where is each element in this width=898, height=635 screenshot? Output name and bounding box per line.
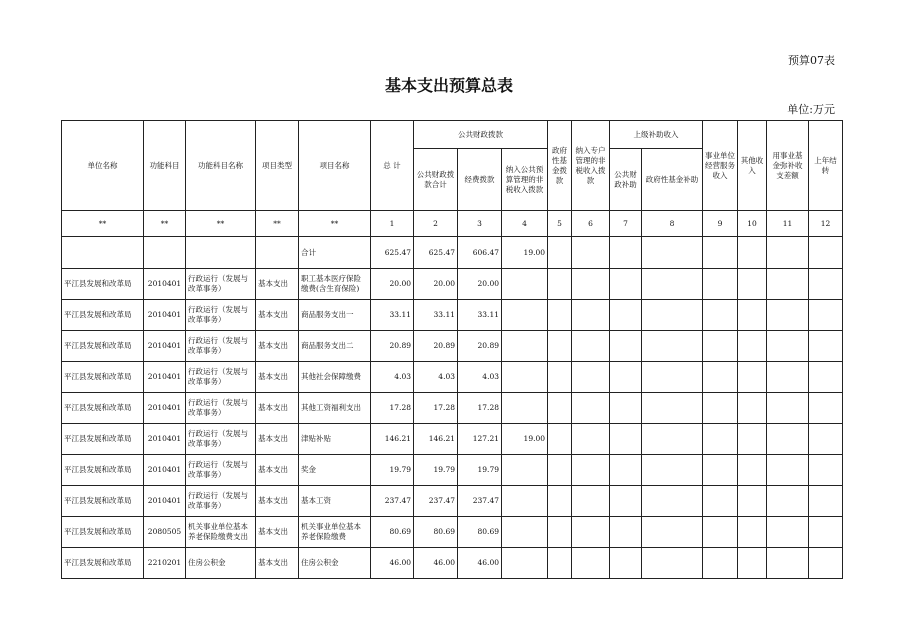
cell-func-name: 行政运行（发展与改革事务）	[186, 486, 256, 517]
cell-empty	[572, 269, 610, 300]
cell-empty	[738, 424, 767, 455]
cell-nontax-in	[502, 548, 548, 579]
column-number: 6	[572, 211, 610, 237]
cell-empty	[572, 548, 610, 579]
cell-empty	[548, 393, 572, 424]
cell-empty	[703, 455, 738, 486]
cell-empty	[738, 362, 767, 393]
cell-total: 4.03	[371, 362, 414, 393]
cell-empty	[703, 548, 738, 579]
cell-item-name: 住房公积金	[299, 548, 371, 579]
cell-nontax-in	[502, 331, 548, 362]
cell-expense: 237.47	[458, 486, 502, 517]
cell-empty	[548, 455, 572, 486]
cell-empty	[610, 455, 642, 486]
cell-func-name: 行政运行（发展与改革事务）	[186, 424, 256, 455]
cell-total: 237.47	[371, 486, 414, 517]
cell-empty	[703, 362, 738, 393]
cell-empty	[642, 300, 703, 331]
table-row	[62, 517, 843, 548]
cell-unit: 平江县发展和改革局	[62, 269, 144, 300]
cell-item-name: 机关事业单位基本养老保险缴费	[299, 517, 371, 548]
table-row	[62, 331, 843, 362]
cell-empty	[548, 362, 572, 393]
cell-unit: 平江县发展和改革局	[62, 331, 144, 362]
cell-item-type: 基本支出	[256, 548, 299, 579]
cell-unit: 平江县发展和改革局	[62, 393, 144, 424]
column-number: **	[299, 211, 371, 237]
cell-func-name: 行政运行（发展与改革事务）	[186, 362, 256, 393]
cell-empty	[738, 331, 767, 362]
cell-func-name: 行政运行（发展与改革事务）	[186, 455, 256, 486]
cell-nontax-in	[502, 393, 548, 424]
cell-total: 146.21	[371, 424, 414, 455]
col-upper-group: 上级补助收入	[610, 121, 703, 149]
cell-empty	[809, 300, 843, 331]
cell-public-total: 80.69	[414, 517, 458, 548]
col-balance: 用事业基金弥补收支差额	[767, 121, 809, 211]
cell-item-type: 基本支出	[256, 517, 299, 548]
cell-empty	[767, 517, 809, 548]
cell-func-code: 2080505	[144, 517, 186, 548]
cell-public-total: 46.00	[414, 548, 458, 579]
cell-unit: 平江县发展和改革局	[62, 517, 144, 548]
col-unit-name: 单位名称	[62, 121, 144, 211]
cell-empty	[738, 517, 767, 548]
col-other: 其他收入	[738, 121, 767, 211]
column-number: 3	[458, 211, 502, 237]
col-gov-fund: 政府性基金拨款	[548, 121, 572, 211]
cell-nontax-in	[502, 362, 548, 393]
cell-empty	[610, 517, 642, 548]
cell-empty	[548, 517, 572, 548]
cell-nontax-in	[502, 455, 548, 486]
column-number: 7	[610, 211, 642, 237]
cell-func-name: 行政运行（发展与改革事务）	[186, 300, 256, 331]
column-number: **	[256, 211, 299, 237]
col-total: 总 计	[371, 121, 414, 211]
column-number: **	[186, 211, 256, 237]
cell-unit: 平江县发展和改革局	[62, 362, 144, 393]
cell-empty	[548, 300, 572, 331]
cell-empty	[642, 393, 703, 424]
cell-empty	[642, 517, 703, 548]
col-upper-gov: 政府性基金补助	[642, 149, 703, 211]
cell-item-name: 商品服务支出二	[299, 331, 371, 362]
cell-empty	[809, 269, 843, 300]
cell-empty	[703, 269, 738, 300]
cell-public-total: 17.28	[414, 393, 458, 424]
cell-empty	[610, 424, 642, 455]
cell-empty	[767, 455, 809, 486]
cell-unit: 平江县发展和改革局	[62, 300, 144, 331]
cell-nontax-in	[502, 269, 548, 300]
col-expense: 经费拨款	[458, 149, 502, 211]
table-row	[62, 269, 843, 300]
cell-empty	[642, 486, 703, 517]
cell-empty	[767, 548, 809, 579]
cell-empty	[767, 300, 809, 331]
cell-empty	[767, 424, 809, 455]
cell-func-name: 行政运行（发展与改革事务）	[186, 269, 256, 300]
cell-empty	[703, 517, 738, 548]
column-number-row	[62, 211, 843, 237]
col-upper-public: 公共财政补助	[610, 149, 642, 211]
cell-func-code: 2210201	[144, 548, 186, 579]
cell-empty	[548, 424, 572, 455]
cell-empty	[738, 300, 767, 331]
col-public-total: 公共财政拨款合计	[414, 149, 458, 211]
cell-item-name: 津贴补贴	[299, 424, 371, 455]
cell-empty	[809, 362, 843, 393]
cell-empty	[738, 486, 767, 517]
cell-item-type: 基本支出	[256, 486, 299, 517]
cell-empty	[767, 486, 809, 517]
cell-item-type: 基本支出	[256, 300, 299, 331]
cell-empty	[809, 455, 843, 486]
table-row	[62, 486, 843, 517]
column-number: 1	[371, 211, 414, 237]
cell-empty	[572, 424, 610, 455]
cell-empty	[809, 517, 843, 548]
cell-empty	[610, 331, 642, 362]
cell-empty	[703, 486, 738, 517]
cell-empty	[767, 269, 809, 300]
cell-empty	[572, 455, 610, 486]
cell-nontax-in	[502, 486, 548, 517]
cell-func-name: 机关事业单位基本养老保险缴费支出	[186, 517, 256, 548]
cell-empty	[809, 486, 843, 517]
column-number: **	[144, 211, 186, 237]
cell-item-name: 奖金	[299, 455, 371, 486]
column-number: 5	[548, 211, 572, 237]
table-row	[62, 393, 843, 424]
cell-func-name: 行政运行（发展与改革事务）	[186, 393, 256, 424]
cell-empty	[610, 486, 642, 517]
cell-func-code: 2010401	[144, 300, 186, 331]
cell-total: 33.11	[371, 300, 414, 331]
cell-empty	[548, 331, 572, 362]
cell-nontax-in	[502, 517, 548, 548]
cell-empty	[767, 331, 809, 362]
cell-public-total: 237.47	[414, 486, 458, 517]
cell-item-type: 基本支出	[256, 362, 299, 393]
cell-expense: 20.00	[458, 269, 502, 300]
cell-item-name: 其他社会保障缴费	[299, 362, 371, 393]
cell-empty	[642, 424, 703, 455]
cell-empty	[610, 300, 642, 331]
col-func-name: 功能科目名称	[186, 121, 256, 211]
cell-item-type: 基本支出	[256, 455, 299, 486]
cell-expense: 33.11	[458, 300, 502, 331]
cell-total: 17.28	[371, 393, 414, 424]
cell-func-name: 住房公积金	[186, 548, 256, 579]
cell-empty	[809, 393, 843, 424]
cell-func-name: 行政运行（发展与改革事务）	[186, 331, 256, 362]
cell-empty	[610, 393, 642, 424]
cell-empty	[809, 331, 843, 362]
col-special-nontax: 纳入专户管理的非税收入拨款	[572, 121, 610, 211]
column-number: 10	[738, 211, 767, 237]
cell-unit: 平江县发展和改革局	[62, 455, 144, 486]
table-row	[62, 548, 843, 579]
cell-empty	[642, 269, 703, 300]
cell-total: 80.69	[371, 517, 414, 548]
total-nontax: 19.00	[502, 237, 548, 269]
budget-table	[61, 120, 843, 579]
cell-item-name: 职工基本医疗保险缴费(含生育保险)	[299, 269, 371, 300]
column-number: 2	[414, 211, 458, 237]
cell-nontax-in: 19.00	[502, 424, 548, 455]
cell-empty	[809, 548, 843, 579]
cell-empty	[572, 362, 610, 393]
cell-empty	[548, 486, 572, 517]
table-row	[62, 424, 843, 455]
col-business: 事业单位经营服务收入	[703, 121, 738, 211]
unit-label: 单位:万元	[787, 103, 835, 116]
cell-public-total: 20.89	[414, 331, 458, 362]
column-number: **	[62, 211, 144, 237]
col-nontax-in: 纳入公共预算管理的非税收入拨款	[502, 149, 548, 211]
cell-item-type: 基本支出	[256, 393, 299, 424]
cell-item-name: 其他工资福利支出	[299, 393, 371, 424]
cell-empty	[642, 455, 703, 486]
cell-empty	[572, 331, 610, 362]
table-code: 预算07表	[788, 54, 835, 67]
cell-empty	[738, 455, 767, 486]
table-row	[62, 300, 843, 331]
cell-empty	[767, 362, 809, 393]
total-public: 625.47	[414, 237, 458, 269]
cell-empty	[738, 548, 767, 579]
cell-func-code: 2010401	[144, 393, 186, 424]
cell-public-total: 19.79	[414, 455, 458, 486]
cell-expense: 4.03	[458, 362, 502, 393]
cell-empty	[738, 269, 767, 300]
col-item-type: 项目类型	[256, 121, 299, 211]
cell-expense: 20.89	[458, 331, 502, 362]
cell-empty	[809, 424, 843, 455]
cell-total: 20.89	[371, 331, 414, 362]
total-row	[62, 237, 843, 269]
col-public-group: 公共财政拨款	[414, 121, 548, 149]
cell-empty	[610, 548, 642, 579]
cell-expense: 80.69	[458, 517, 502, 548]
total-value: 625.47	[371, 237, 414, 269]
cell-empty	[642, 331, 703, 362]
col-func-code: 功能科目	[144, 121, 186, 211]
cell-empty	[738, 393, 767, 424]
cell-func-code: 2010401	[144, 269, 186, 300]
total-label: 合计	[299, 237, 371, 269]
cell-item-name: 商品服务支出一	[299, 300, 371, 331]
cell-total: 46.00	[371, 548, 414, 579]
cell-item-type: 基本支出	[256, 331, 299, 362]
cell-public-total: 146.21	[414, 424, 458, 455]
page-title: 基本支出预算总表	[384, 76, 513, 95]
cell-nontax-in	[502, 300, 548, 331]
cell-empty	[572, 393, 610, 424]
table-row	[62, 455, 843, 486]
cell-public-total: 33.11	[414, 300, 458, 331]
cell-empty	[610, 362, 642, 393]
cell-public-total: 4.03	[414, 362, 458, 393]
column-number: 8	[642, 211, 703, 237]
cell-func-code: 2010401	[144, 455, 186, 486]
column-number: 4	[502, 211, 548, 237]
cell-unit: 平江县发展和改革局	[62, 548, 144, 579]
cell-empty	[610, 269, 642, 300]
cell-expense: 46.00	[458, 548, 502, 579]
cell-empty	[767, 393, 809, 424]
cell-expense: 17.28	[458, 393, 502, 424]
cell-empty	[703, 424, 738, 455]
cell-empty	[572, 486, 610, 517]
cell-empty	[572, 300, 610, 331]
cell-unit: 平江县发展和改革局	[62, 486, 144, 517]
cell-public-total: 20.00	[414, 269, 458, 300]
cell-empty	[642, 362, 703, 393]
cell-empty	[548, 548, 572, 579]
table-row	[62, 362, 843, 393]
cell-total: 20.00	[371, 269, 414, 300]
column-number: 11	[767, 211, 809, 237]
cell-func-code: 2010401	[144, 486, 186, 517]
cell-empty	[548, 269, 572, 300]
cell-empty	[703, 300, 738, 331]
column-number: 12	[809, 211, 843, 237]
cell-expense: 127.21	[458, 424, 502, 455]
total-expense: 606.47	[458, 237, 502, 269]
cell-expense: 19.79	[458, 455, 502, 486]
cell-empty	[642, 548, 703, 579]
col-carryover: 上年结转	[809, 121, 843, 211]
cell-func-code: 2010401	[144, 424, 186, 455]
cell-unit: 平江县发展和改革局	[62, 424, 144, 455]
column-number: 9	[703, 211, 738, 237]
cell-item-type: 基本支出	[256, 424, 299, 455]
cell-empty	[572, 517, 610, 548]
col-item-name: 项目名称	[299, 121, 371, 211]
cell-item-name: 基本工资	[299, 486, 371, 517]
cell-item-type: 基本支出	[256, 269, 299, 300]
cell-total: 19.79	[371, 455, 414, 486]
cell-empty	[703, 393, 738, 424]
cell-func-code: 2010401	[144, 362, 186, 393]
cell-func-code: 2010401	[144, 331, 186, 362]
cell-empty	[703, 331, 738, 362]
